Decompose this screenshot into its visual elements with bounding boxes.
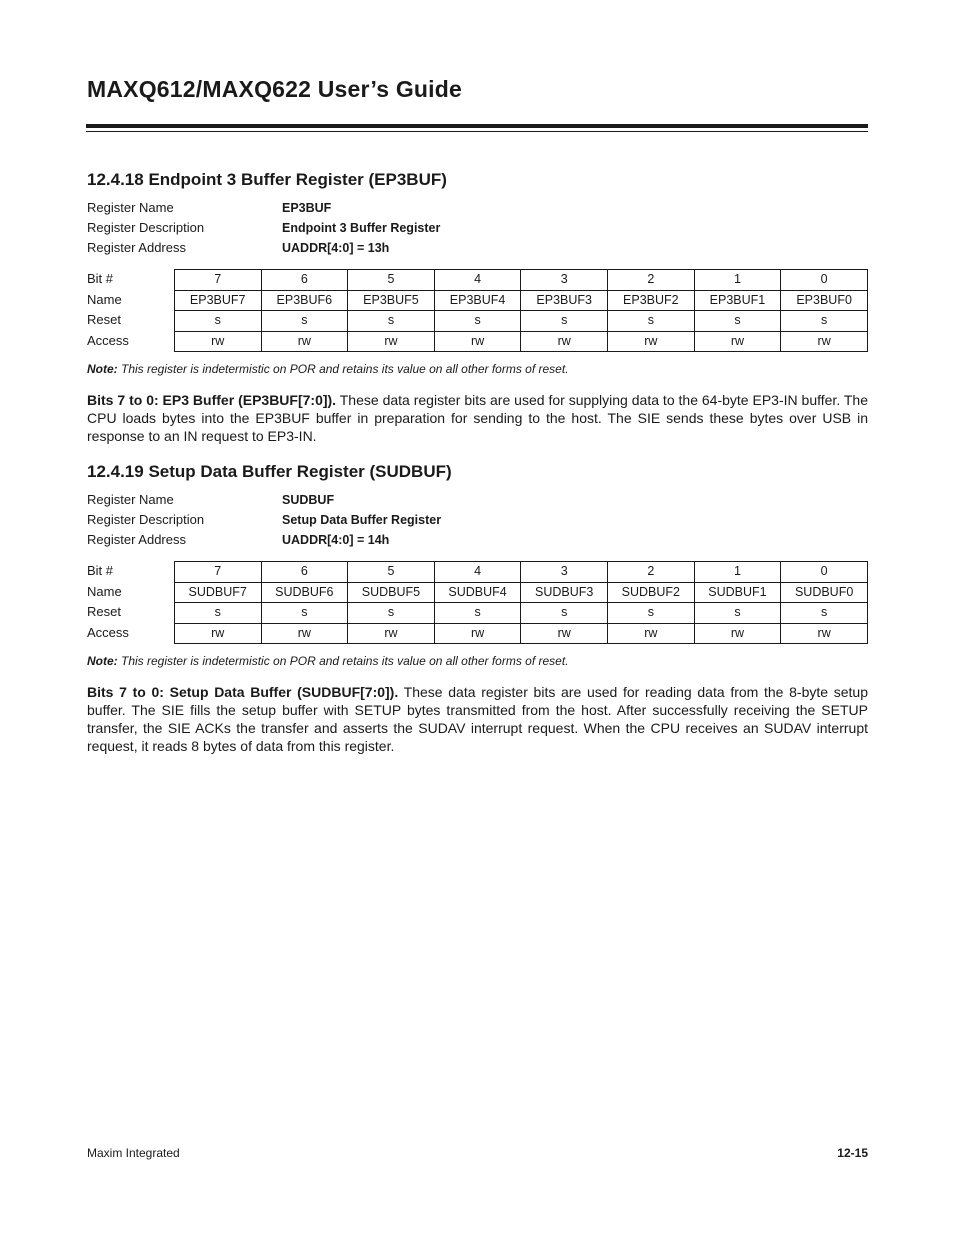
meta-row-description <box>87 510 868 530</box>
bit-cell: 0 <box>781 270 868 291</box>
bit-cell: 6 <box>261 562 348 583</box>
section-sudbuf <box>87 460 868 769</box>
bit-cell: 7 <box>174 270 261 291</box>
name-cell: EP3BUF7 <box>174 290 261 311</box>
name-cell: SUDBUF4 <box>434 582 521 603</box>
reset-cell: s <box>174 603 261 624</box>
name-cell: EP3BUF0 <box>781 290 868 311</box>
reset-cell: s <box>781 603 868 624</box>
reset-cell: s <box>521 311 608 332</box>
access-cell: rw <box>261 623 348 644</box>
description-text: These data register bits are used for reading data from the 8-byte setup buffer. The SIE fills the setup buffer with SETUP bytes transmitted from the host. After successfully receiving the SETUP transfer, the SIE ACKs the transfer and asserts the SUDAV interrupt request. When the CPU receives an SUDAV interrupt request, it reads 8 bytes of data from this register. <box>87 684 868 754</box>
description-heading: Bits 7 to 0: EP3 Buffer (EP3BUF[7:0]). <box>87 392 337 408</box>
name-cell: SUDBUF7 <box>174 582 261 603</box>
reset-cell: s <box>694 603 781 624</box>
description-heading: Bits 7 to 0: Setup Data Buffer (SUDBUF[7:0]). <box>87 684 399 700</box>
access-cell: rw <box>781 331 868 352</box>
meta-row-description <box>87 218 868 238</box>
reset-cell: s <box>434 311 521 332</box>
bit-cell: 5 <box>348 562 435 583</box>
access-cell: rw <box>348 331 435 352</box>
access-cell: rw <box>694 623 781 644</box>
name-cell: EP3BUF5 <box>348 290 435 311</box>
section-ep3buf <box>87 168 868 459</box>
bit-number-row <box>174 270 867 291</box>
reset-cell: s <box>261 603 348 624</box>
bits-table <box>174 269 868 352</box>
row-label-reset: Reset <box>87 312 121 327</box>
access-cell: rw <box>608 623 695 644</box>
bit-cell: 1 <box>694 270 781 291</box>
register-bit-table <box>87 561 868 644</box>
meta-label: Register Address <box>87 532 186 547</box>
register-meta <box>87 198 868 258</box>
row-labels <box>87 269 174 352</box>
meta-row-address <box>87 238 868 258</box>
access-cell: rw <box>261 331 348 352</box>
register-bit-table <box>87 269 868 352</box>
bit-cell: 4 <box>434 270 521 291</box>
meta-label: Register Name <box>87 492 174 507</box>
row-label-access: Access <box>87 624 129 640</box>
bit-cell: 2 <box>608 562 695 583</box>
bit-cell: 4 <box>434 562 521 583</box>
meta-row-address <box>87 530 868 550</box>
reset-cell: s <box>434 603 521 624</box>
section-title: 12.4.18 Endpoint 3 Buffer Register (EP3BUF) <box>87 170 447 189</box>
access-row <box>174 623 867 644</box>
bit-name-row <box>174 290 867 311</box>
reset-cell: s <box>781 311 868 332</box>
name-cell: EP3BUF6 <box>261 290 348 311</box>
reset-row <box>174 603 867 624</box>
meta-row-name <box>87 198 868 218</box>
bit-number-row <box>174 562 867 583</box>
access-cell: rw <box>348 623 435 644</box>
footer-page-number: 12-15 <box>837 1146 868 1160</box>
bits-description <box>87 391 868 445</box>
bit-cell: 1 <box>694 562 781 583</box>
section-title: 12.4.19 Setup Data Buffer Register (SUDBUF) <box>87 462 452 481</box>
name-cell: SUDBUF3 <box>521 582 608 603</box>
meta-value: Endpoint 3 Buffer Register <box>282 221 441 235</box>
register-note <box>87 652 868 670</box>
note-text: This register is indetermistic on POR and retains its value on all other forms of reset. <box>117 654 569 668</box>
reset-cell: s <box>348 603 435 624</box>
name-cell: EP3BUF3 <box>521 290 608 311</box>
bit-cell: 3 <box>521 270 608 291</box>
note-label: Note: <box>87 362 118 376</box>
bit-cell: 5 <box>348 270 435 291</box>
access-cell: rw <box>608 331 695 352</box>
bit-cell: 0 <box>781 562 868 583</box>
row-label-reset: Reset <box>87 604 121 619</box>
description-text: These data register bits are used for supplying data to the 64-byte EP3-IN buffer. The CPU loads bytes into the EP3BUF buffer in preparation for sending to the host. The SIE sends these bytes over USB in response to an IN request to EP3-IN. <box>87 392 868 444</box>
bit-cell: 7 <box>174 562 261 583</box>
name-cell: SUDBUF6 <box>261 582 348 603</box>
meta-value: UADDR[4:0] = 13h <box>282 241 390 255</box>
meta-label: Register Address <box>87 240 186 255</box>
header-rule-thick <box>86 124 868 128</box>
meta-label: Register Description <box>87 220 205 235</box>
bits-table <box>174 561 868 644</box>
name-cell: SUDBUF0 <box>781 582 868 603</box>
page-title: MAXQ612/MAXQ622 User’s Guide <box>87 76 463 102</box>
access-cell: rw <box>781 623 868 644</box>
reset-cell: s <box>261 311 348 332</box>
reset-cell: s <box>348 311 435 332</box>
bit-name-row <box>174 582 867 603</box>
meta-value: UADDR[4:0] = 14h <box>282 533 390 547</box>
bit-cell: 2 <box>608 270 695 291</box>
name-cell: SUDBUF5 <box>348 582 435 603</box>
access-cell: rw <box>174 623 261 644</box>
access-cell: rw <box>434 331 521 352</box>
bit-cell: 3 <box>521 562 608 583</box>
bit-cell: 6 <box>261 270 348 291</box>
meta-row-name <box>87 490 868 510</box>
access-cell: rw <box>521 331 608 352</box>
name-cell: SUDBUF1 <box>694 582 781 603</box>
row-label-bit: Bit # <box>87 563 114 578</box>
register-note <box>87 360 868 378</box>
meta-label: Register Description <box>87 512 205 527</box>
row-labels <box>87 561 174 644</box>
row-label-name: Name <box>87 583 122 599</box>
reset-cell: s <box>694 311 781 332</box>
footer-company: Maxim Integrated <box>87 1146 180 1160</box>
access-cell: rw <box>521 623 608 644</box>
name-cell: EP3BUF2 <box>608 290 695 311</box>
access-cell: rw <box>174 331 261 352</box>
access-row <box>174 331 867 352</box>
reset-cell: s <box>608 311 695 332</box>
note-text: This register is indetermistic on POR and retains its value on all other forms of reset. <box>117 362 569 376</box>
note-label: Note: <box>87 654 118 668</box>
access-cell: rw <box>694 331 781 352</box>
register-meta <box>87 490 868 550</box>
row-label-name: Name <box>87 291 122 307</box>
access-cell: rw <box>434 623 521 644</box>
name-cell: EP3BUF4 <box>434 290 521 311</box>
reset-row <box>174 311 867 332</box>
meta-label: Register Name <box>87 200 174 215</box>
row-label-access: Access <box>87 332 129 348</box>
meta-value: Setup Data Buffer Register <box>282 513 442 527</box>
reset-cell: s <box>608 603 695 624</box>
header-rule-thin <box>86 131 868 132</box>
reset-cell: s <box>174 311 261 332</box>
reset-cell: s <box>521 603 608 624</box>
bits-description <box>87 683 868 755</box>
row-label-bit: Bit # <box>87 271 114 286</box>
meta-value: SUDBUF <box>282 493 335 507</box>
name-cell: SUDBUF2 <box>608 582 695 603</box>
meta-value: EP3BUF <box>282 201 332 215</box>
name-cell: EP3BUF1 <box>694 290 781 311</box>
